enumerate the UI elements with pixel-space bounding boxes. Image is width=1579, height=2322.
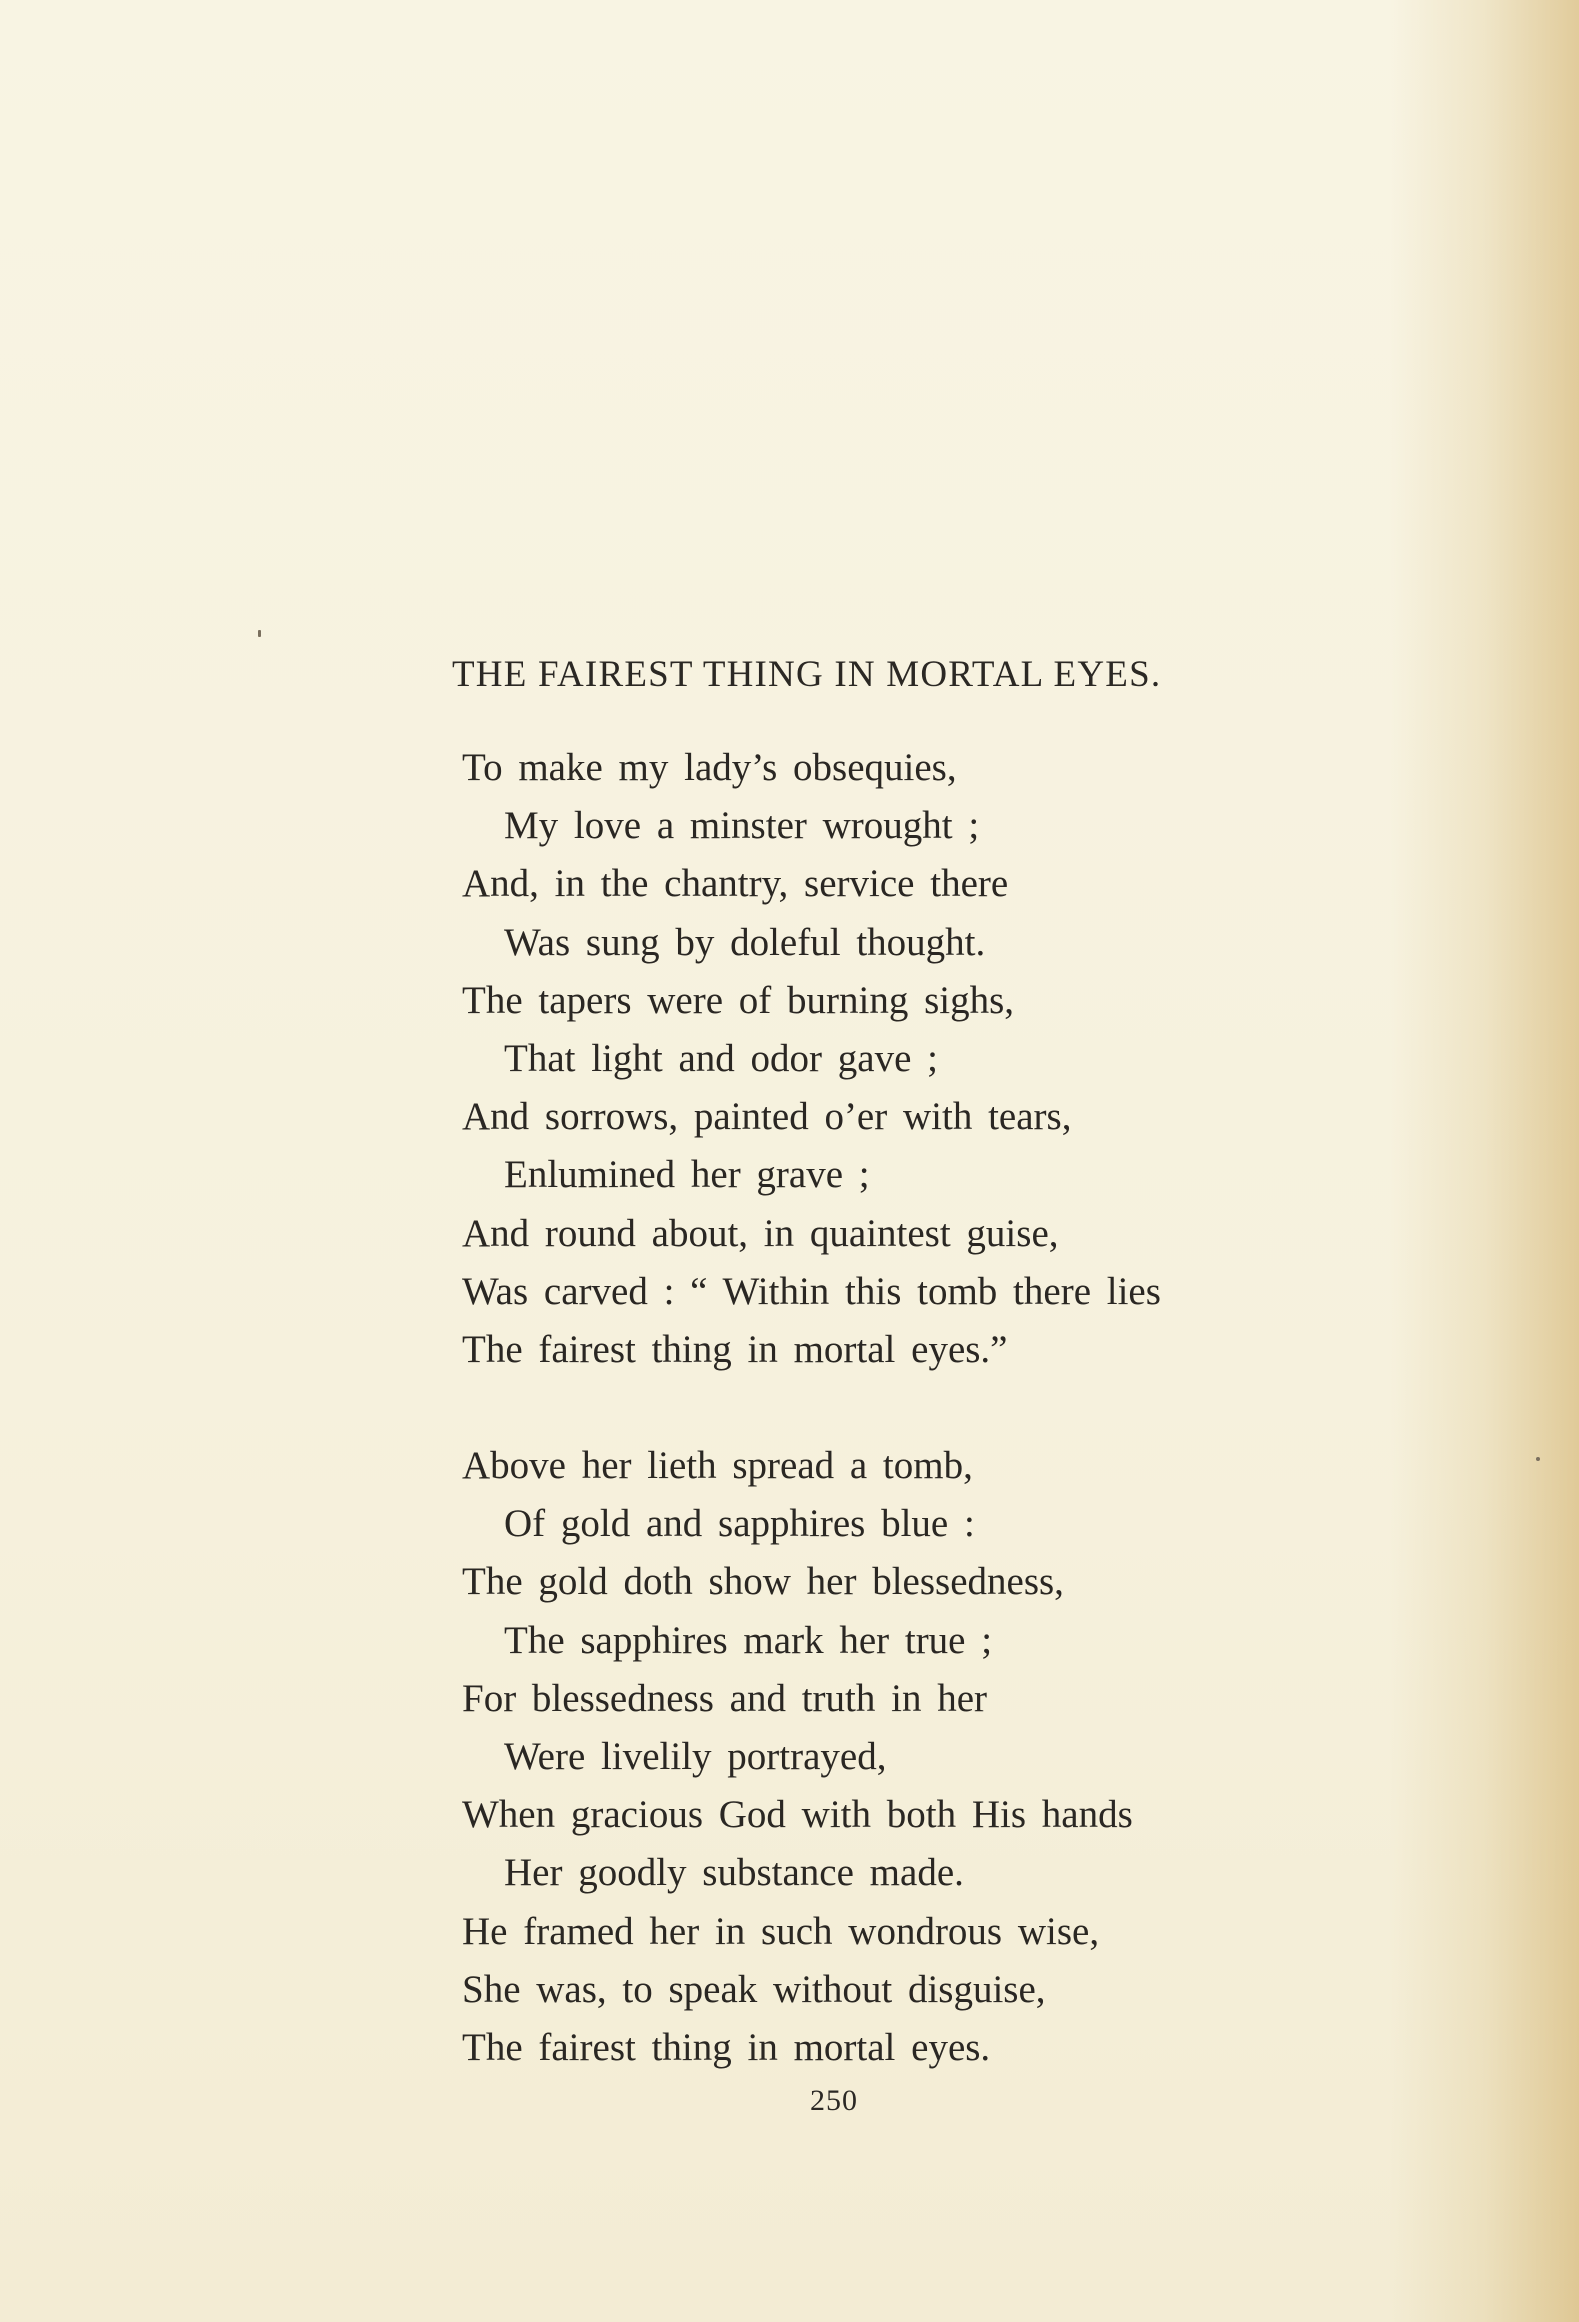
paper-speck: [1536, 1457, 1540, 1461]
poem-line: She was, to speak without disguise,: [462, 1967, 1046, 2011]
poem-line: Above her lieth spread a tomb,: [462, 1444, 973, 1487]
poem-line: And round about, in quaintest guise,: [462, 1211, 1059, 1255]
poem-stanza-2: [462, 1437, 1362, 2077]
poem-line: And sorrows, painted o’er with tears,: [462, 1095, 1072, 1139]
poem-line: Was sung by doleful thought.: [504, 920, 986, 964]
poem-stanza-1: [462, 739, 1362, 1379]
poem-line: To make my lady’s obsequies,: [462, 746, 957, 789]
poem-line: The sapphires mark her true ;: [504, 1618, 993, 1662]
poem-line: That light and odor gave ;: [504, 1036, 938, 1080]
poem-line: The fairest thing in mortal eyes.”: [462, 1327, 1008, 1371]
poem-line: Were livelily portrayed,: [504, 1734, 887, 1778]
poem-line: Her goodly substance made.: [504, 1851, 964, 1895]
page-number: 250: [810, 2084, 858, 2117]
poem-line: And, in the chantry, service there: [462, 862, 1009, 906]
poem-line: My love a minster wrought ;: [504, 804, 980, 848]
poem-line: The fairest thing in mortal eyes.: [462, 2025, 991, 2069]
poem-line: When gracious God with both His hands: [462, 1793, 1133, 1837]
poem-line: Was carved : “ Within this tomb there lies: [462, 1269, 1161, 1313]
poem-line: He framed her in such wondrous wise,: [462, 1909, 1100, 1953]
paper-speck: [258, 630, 261, 637]
poem-line: Of gold and sapphires blue :: [504, 1502, 975, 1546]
poem-line: The tapers were of burning sighs,: [462, 978, 1015, 1022]
poem-line: For blessedness and truth in her: [462, 1676, 988, 1720]
poem-title: THE FAIREST THING IN MORTAL EYES.: [452, 654, 1162, 695]
poem-line: Enlumined her grave ;: [504, 1153, 870, 1197]
poem-line: The gold doth show her blessedness,: [462, 1560, 1064, 1604]
